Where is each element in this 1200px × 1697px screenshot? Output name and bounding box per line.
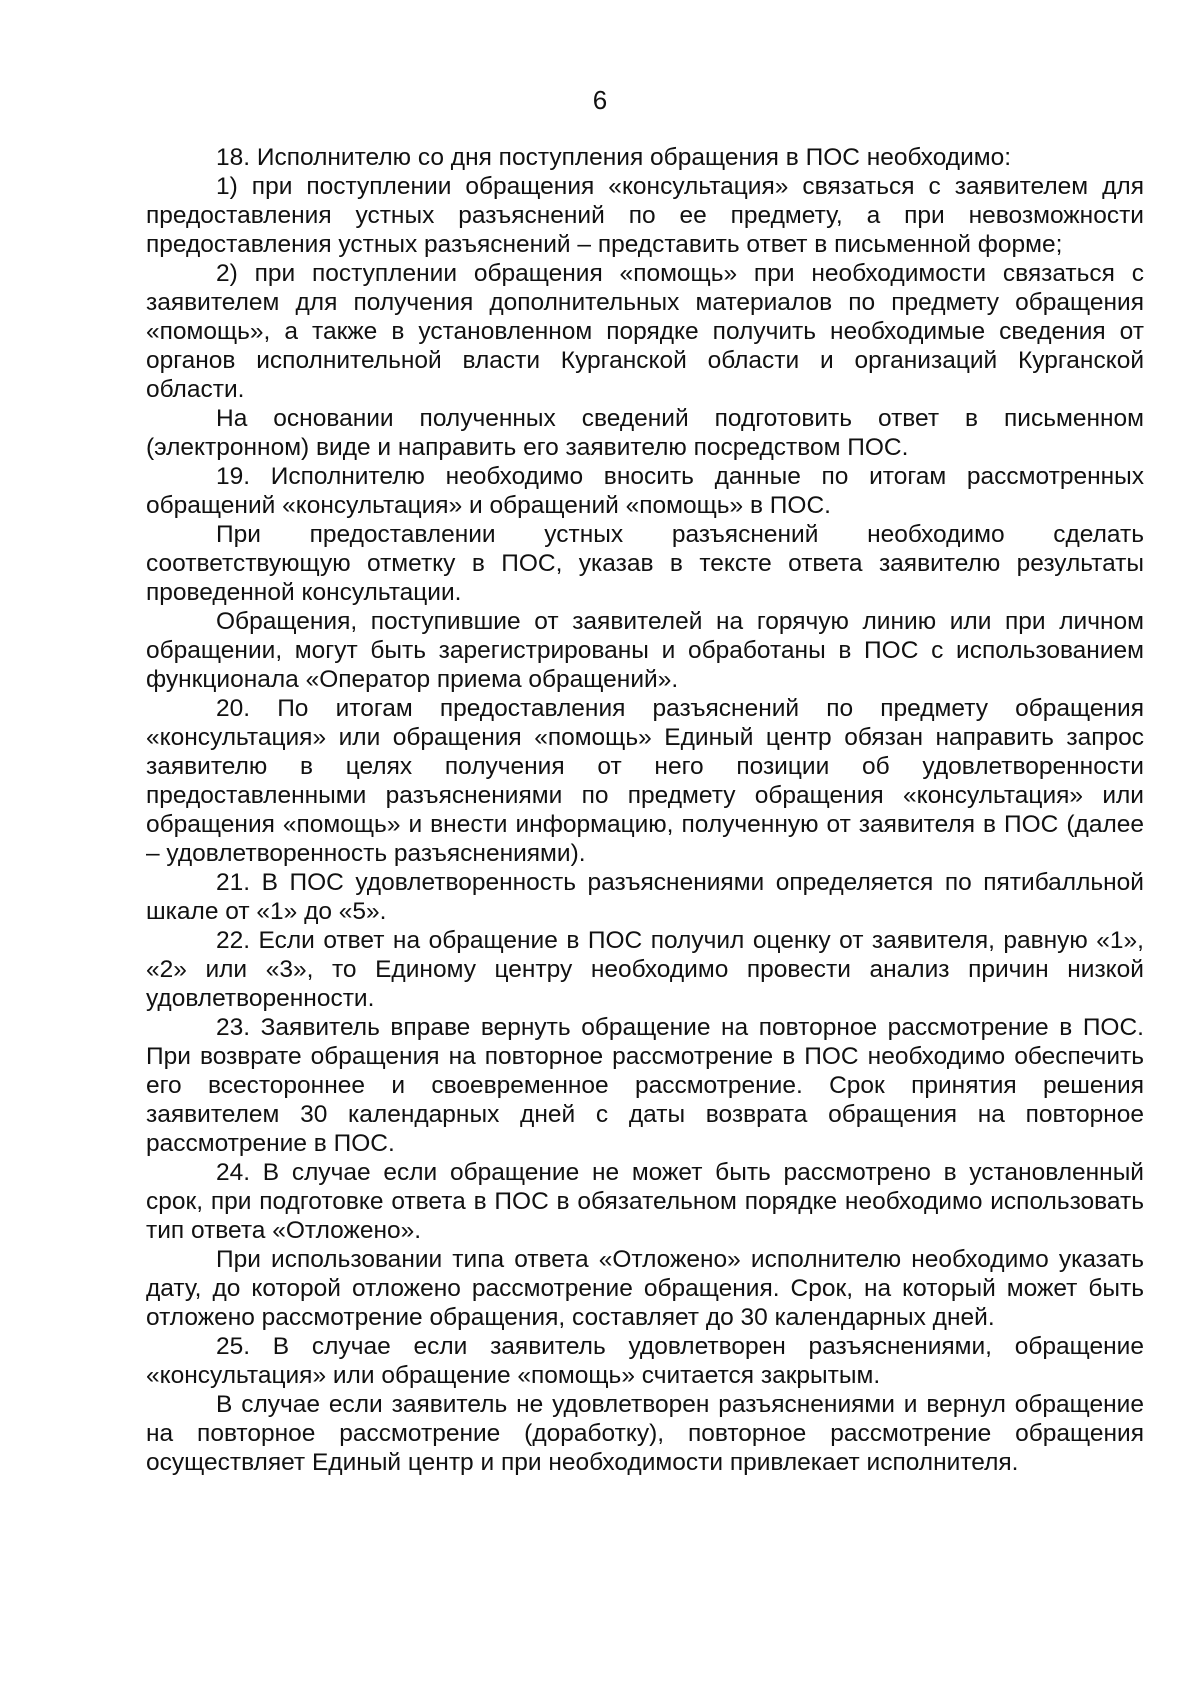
paragraph-24-postponed: При использовании типа ответа «Отложено» исполнителю необходимо указать дату, до которой отложено рассмотрение обращения. Срок, на который может быть отложено рассмотрение обращения, составляет до 30 календарных дней.: [146, 1246, 1144, 1331]
paragraph-22: 22. Если ответ на обращение в ПОС получил оценку от заявителя, равную «1», «2» или «3», то Единому центру необходимо провести анализ причин низкой удовлетворенности.: [146, 927, 1144, 1012]
paragraph-25-not-satisfied: В случае если заявитель не удовлетворен разъяснениями и вернул обращение на повторное рассмотрение (доработку), повторное рассмотрение обращения осуществляет Единый центр и при необходимости привлекает исполнителя.: [146, 1391, 1144, 1476]
paragraph-19-oral: При предоставлении устных разъяснений необходимо сделать соответствующую отметку в ПОС, указав в тексте ответа заявителю результаты проведенной консультации.: [146, 521, 1144, 606]
paragraph-18-item-1: 1) при поступлении обращения «консультация» связаться с заявителем для предоставления устных разъяснений по ее предмету, а при невозможности предоставления устных разъяснений – представить ответ в письменной форме;: [146, 173, 1144, 258]
paragraph-18-item-2: 2) при поступлении обращения «помощь» при необходимости связаться с заявителем для получения дополнительных материалов по предмету обращения «помощь», а также в установленном порядке получить необходимые сведения от органов исполнительной власти Курганской области и организаций Курганской области.: [146, 260, 1144, 403]
paragraph-24: 24. В случае если обращение не может быть рассмотрено в установленный срок, при подготовке ответа в ПОС в обязательном порядке необходимо использовать тип ответа «Отложено».: [146, 1159, 1144, 1244]
page-number: 6: [592, 85, 608, 115]
paragraph-19: 19. Исполнителю необходимо вносить данные по итогам рассмотренных обращений «консультация» и обращений «помощь» в ПОС.: [146, 463, 1144, 519]
paragraph-23: 23. Заявитель вправе вернуть обращение на повторное рассмотрение в ПОС. При возврате обращения на повторное рассмотрение в ПОС необходимо обеспечить его всестороннее и своевременное рассмотрение. Срок принятия решения заявителем 30 календарных дней с даты возврата обращения на повторное рассмотрение в ПОС.: [146, 1014, 1144, 1157]
paragraph-18-response: На основании полученных сведений подготовить ответ в письменном (электронном) виде и направить его заявителю посредством ПОС.: [146, 405, 1144, 461]
paragraph-25: 25. В случае если заявитель удовлетворен разъяснениями, обращение «консультация» или обращение «помощь» считается закрытым.: [146, 1333, 1144, 1389]
paragraph-20: 20. По итогам предоставления разъяснений по предмету обращения «консультация» или обращения «помощь» Единый центр обязан направить запрос заявителю в целях получения от него позиции об удовлетворенности предоставленными разъяснениями по предмету обращения «консультация» или обращения «помощь» и внести информацию, полученную от заявителя в ПОС (далее – удовлетворенность разъяснениями).: [146, 695, 1144, 867]
document-body: [146, 143, 1144, 1477]
paragraph-19-hotline: Обращения, поступившие от заявителей на горячую линию или при личном обращении, могут быть зарегистрированы и обработаны в ПОС с использованием функционала «Оператор приема обращений».: [146, 608, 1144, 693]
paragraph-21: 21. В ПОС удовлетворенность разъяснениями определяется по пятибалльной шкале от «1» до «5».: [146, 869, 1144, 925]
paragraph-18: 18. Исполнителю со дня поступления обращения в ПОС необходимо:: [216, 144, 1012, 171]
